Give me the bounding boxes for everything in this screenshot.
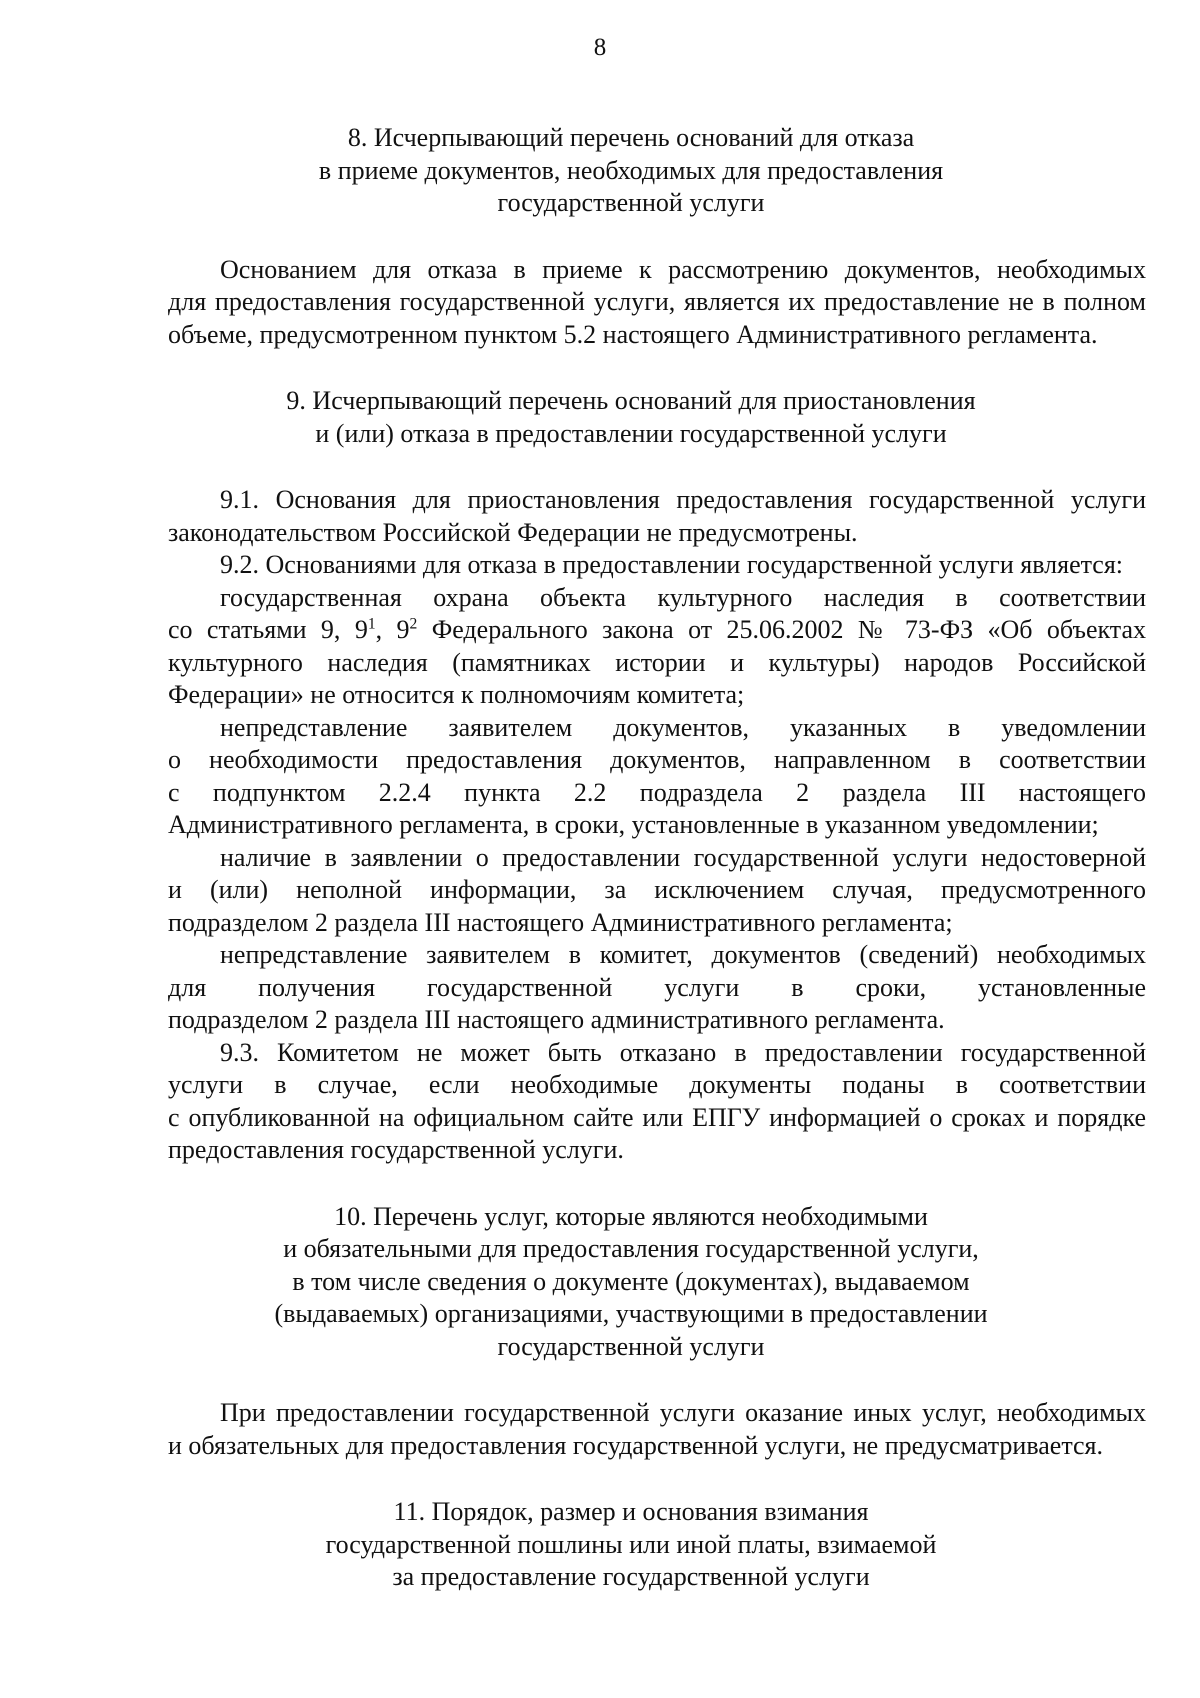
heading-line: в приеме документов, необходимых для предоставления [318,155,944,185]
text-line: Федерации» не относится к полномочиям комитета; [168,680,745,709]
page-number: 8 [593,34,607,61]
section-11-heading [116,1496,1146,1594]
heading-line: (выдаваемых) организациями, участвующими в предоставлении [274,1299,988,1328]
clause-9-1 [116,484,1146,549]
text-line: предоставления государственной услуги. [168,1135,624,1164]
clause-9-2-item-4 [116,939,1146,1037]
superscript: 1 [367,615,376,633]
text-line: и обязательных для предоставления государственной услуги, не предусматривается. [168,1430,1104,1460]
text-fragment: со статьями 9, 9 [168,615,368,644]
text-line: При предоставлении государственной услуги оказание иных услуг, необходимых [220,1398,1146,1427]
text-line: Основанием для отказа в приеме к рассмотрению документов, необходимых [220,254,1146,284]
text-fragment: , 9 [375,615,410,644]
text-line: культурного наследия (памятниках истории и культуры) народов Российской [168,647,1146,677]
section-10-paragraph [116,1397,1146,1462]
text-line: для предоставления государственной услуги, является их предоставление не в полном [168,287,1146,316]
section-8-heading [116,122,1146,220]
text-line: с подпунктом 2.2.4 пункта 2.2 подраздела 2 раздела III настоящего [168,777,1146,807]
heading-line: 10. Перечень услуг, которые являются необходимыми [334,1201,928,1231]
clause-9-2-item-2 [116,712,1146,842]
clause-9-2-item-3 [116,842,1146,940]
text-line: 9.3. Комитетом не может быть отказано в предоставлении государственной [220,1037,1146,1067]
heading-line: и обязательными для предоставления государственной услуги, [283,1234,979,1263]
heading-line: 8. Исчерпывающий перечень оснований для отказа [347,123,915,152]
clause-9-3 [116,1037,1146,1167]
clause-9-2-item-1 [116,582,1146,712]
text-line: непредставление заявителем в комитет, документов (сведений) необходимых [220,940,1146,969]
text-line: 9.2. Основаниями для отказа в предоставлении государственной услуги является: [220,550,1124,579]
text-line-with-superscripts [116,614,1146,647]
section-10-heading [116,1201,1146,1364]
heading-line: государственной услуги [497,188,765,217]
text-line: Административного регламента, в сроки, установленные в указанном уведомлении; [168,810,1099,839]
heading-line: государственной пошлины или иной платы, взимаемой [325,1529,937,1559]
superscript: 2 [409,615,418,633]
clause-9-2-intro [116,549,1146,582]
heading-line: за предоставление государственной услуги [392,1562,870,1591]
text-line: подразделом 2 раздела III настоящего административного регламента. [168,1005,945,1034]
text-line: объеме, предусмотренном пунктом 5.2 настоящего Административного регламента. [168,319,1098,349]
heading-line: в том числе сведения о документе (документах), выдаваемом [292,1266,970,1296]
text-fragment: Федерального закона от 25.06.2002 № 73-ФЗ «Об объектах [417,615,1146,644]
text-line: с опубликованной на официальном сайте или ЕПГУ информацией о сроках и порядке [168,1102,1146,1132]
heading-line: 9. Исчерпывающий перечень оснований для приостановления [286,386,976,415]
page-content [116,122,1146,1594]
text-line: 9.1. Основания для приостановления предоставления государственной услуги [220,485,1146,514]
text-line: подразделом 2 раздела III настоящего Административного регламента; [168,907,953,937]
section-9-heading [116,385,1146,450]
text-line: законодательством Российской Федерации не предусмотрены. [168,517,858,547]
section-8-paragraph [116,254,1146,352]
text-line: государственная охрана объекта культурного наследия в соответствии [220,582,1146,612]
heading-line: 11. Порядок, размер и основания взимания [393,1497,869,1526]
heading-line: и (или) отказа в предоставлении государственной услуги [315,418,947,448]
text-line: услуги в случае, если необходимые документы поданы в соответствии [168,1070,1146,1099]
text-line: наличие в заявлении о предоставлении государственной услуги недостоверной [220,842,1146,872]
heading-line: государственной услуги [497,1331,765,1361]
text-line: о необходимости предоставления документов, направленном в соответствии [168,745,1146,774]
text-line: и (или) неполной информации, за исключением случая, предусмотренного [168,875,1146,904]
text-line: непредставление заявителем документов, указанных в уведомлении [220,712,1146,742]
text-line: для получения государственной услуги в сроки, установленные [168,972,1146,1002]
